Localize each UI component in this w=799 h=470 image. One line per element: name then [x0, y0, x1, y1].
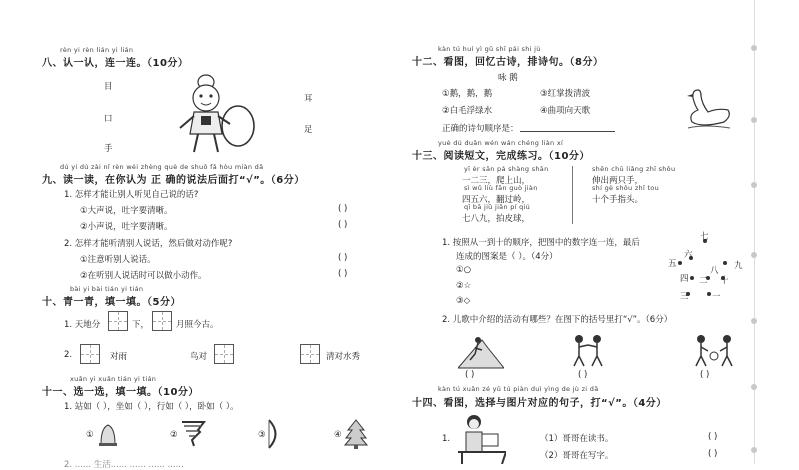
poem-line-2: ②白毛浮绿水 — [442, 106, 493, 116]
poem-line-4: ④曲项向天歌 — [540, 106, 591, 116]
scroll-marker — [751, 182, 757, 188]
opt-2: ② — [170, 430, 178, 440]
shape-opt-3: ③◇ — [456, 296, 471, 306]
answer-paren[interactable]: ( ) — [700, 370, 710, 380]
scroll-marker — [751, 45, 757, 51]
char-zu: 足 — [304, 125, 313, 135]
order-label: 正确的诗句顺序是： — [442, 124, 519, 134]
goose-illustration — [684, 84, 734, 130]
poem-pinyin: sì wǔ liù fān guò jiàn — [464, 184, 538, 192]
s12-pinyin: kàn tú huí yì gǔ shī pái shi jù — [438, 45, 541, 53]
poem-pinyin: yī èr sān pá shàng shān — [464, 165, 549, 173]
page-edge-rail — [754, 0, 755, 464]
s10-title: 十、青一青，填一填。（5分） — [42, 297, 181, 308]
s11-title: 十一、选一选，填一填。（10分） — [42, 387, 199, 398]
answer-paren[interactable]: ( ) — [465, 370, 475, 380]
puzzle-num: 三 — [680, 292, 689, 302]
s13-title: 十三、阅读短文，完成练习。（10分） — [412, 151, 590, 162]
s11-l2-partial: 2. ...... 生活...... ...... ...... ...... — [64, 460, 184, 470]
writing-box[interactable] — [300, 344, 320, 364]
opt-1: ① — [86, 430, 94, 440]
poem-line-1: ①鹅，鹅，鹅 — [442, 89, 493, 99]
cartoon-kid-with-hoop — [172, 68, 262, 158]
opt-3: ③ — [258, 430, 266, 440]
puzzle-num: 七 — [700, 232, 709, 242]
boy-reading-picture — [458, 412, 506, 464]
char-mu: 目 — [104, 82, 113, 92]
s9-title: 九、读一读，在你认为 正 确的说法后面打“√”。（6分） — [42, 175, 305, 186]
pine-tree-icon — [344, 418, 368, 450]
bell-icon — [97, 420, 119, 448]
s9-q2: 2. 怎样才能听清别人说话，然后做对动作呢? — [64, 239, 233, 249]
scroll-marker — [751, 252, 757, 258]
s10-l1b: 下， — [132, 320, 150, 330]
s14-title: 十四、看图，选择与图片对应的句子，打“√”。（4分） — [412, 398, 667, 409]
s14-num: 1. — [442, 434, 451, 444]
puzzle-num: 八 — [710, 266, 719, 276]
s9-q2-opt2: ②在听别人说话时可以做小动作。 — [80, 271, 207, 281]
poem-left-line: 四五六，翻过岭， — [462, 195, 531, 205]
s13-q1a: 1. 按照从一到十的顺序，把图中的数字连一连，最后 — [442, 238, 640, 248]
writing-box[interactable] — [214, 344, 234, 364]
s10-l1a: 1. 天地分 — [64, 320, 101, 330]
char-er: 耳 — [304, 94, 313, 104]
s10-l2d: 清对水秀 — [326, 352, 361, 362]
s14-opt2: （2）哥哥在写字。 — [540, 451, 614, 461]
poem-pinyin: shí gè shǒu zhǐ tou — [592, 184, 659, 192]
writing-box[interactable] — [80, 344, 100, 364]
puzzle-num: 二 — [699, 276, 708, 286]
s11-pinyin: xuǎn yi xuǎn tián yi tián — [70, 375, 157, 383]
answer-paren[interactable]: ( ) — [708, 432, 718, 442]
s13-pinyin: yuè dú duǎn wén wán chéng liàn xí — [438, 139, 564, 147]
shape-opt-1: ①○ — [456, 265, 472, 275]
scroll-marker — [751, 318, 757, 324]
puzzle-num: 九 — [734, 261, 743, 271]
s10-pinyin: bài yi bài tián yi tián — [70, 285, 144, 293]
s9-q1: 1. 怎样才能让别人听见自己说的话? — [64, 190, 199, 200]
shape-opt-2: ②☆ — [456, 281, 472, 291]
scroll-marker — [751, 447, 757, 453]
s10-l2a: 2. — [64, 350, 73, 360]
scroll-marker — [751, 384, 757, 390]
poem-right-line: 伸出两只手， — [592, 176, 644, 186]
s13-q2: 2. 儿歌中介绍的活动有哪些？在图下的括号里打“√”。（6分） — [442, 315, 673, 325]
s14-opt1: （1）哥哥在读书。 — [540, 434, 614, 444]
writing-box[interactable] — [152, 311, 172, 331]
opt-4: ④ — [334, 430, 342, 440]
puzzle-num: 四 — [680, 274, 689, 284]
puzzle-num: 十 — [720, 276, 729, 286]
poem-line-3: ③红掌拨清波 — [540, 89, 591, 99]
poem-left-line: 七八九，拍皮球， — [462, 214, 531, 224]
scroll-marker — [751, 117, 757, 123]
kids-clapping-picture — [570, 332, 606, 368]
writing-box[interactable] — [108, 311, 128, 331]
poem-divider — [572, 166, 573, 224]
s10-l2c: 鸟对 — [190, 352, 208, 362]
s8-title: 八、认一认，连一连。（10分） — [42, 58, 189, 69]
s14-pinyin: kàn tú xuǎn zé yǔ tú piàn duì yìng de jù zi dǎ — [438, 385, 599, 393]
poem-pinyin: shēn chū liǎng zhī shǒu — [592, 165, 676, 173]
puzzle-num: 五 — [668, 259, 677, 269]
s12-title: 十二、看图，回忆古诗，排诗句。（8分） — [412, 57, 604, 68]
char-shou: 手 — [104, 144, 113, 154]
answer-paren[interactable]: ( ) — [338, 253, 348, 263]
s13-q1b: 连成的图案是（ ）。（4分） — [456, 252, 558, 262]
kids-ball-picture — [692, 332, 738, 368]
bow-icon — [266, 418, 284, 450]
answer-paren[interactable]: ( ) — [708, 449, 718, 459]
puzzle-num: 一 — [712, 292, 721, 302]
s10-l1c: 月照今古。 — [176, 320, 219, 330]
s9-q1-opt2: ②小声说，吐字要清晰。 — [80, 222, 173, 232]
s9-q1-opt1: ①大声说，吐字要清晰。 — [80, 206, 173, 216]
answer-paren[interactable]: ( ) — [338, 269, 348, 279]
poem-title: 咏 鹅 — [498, 73, 518, 83]
s8-pinyin: rèn yi rèn lián yi lián — [60, 46, 134, 54]
tornado-icon — [180, 418, 206, 448]
answer-paren[interactable]: ( ) — [578, 370, 588, 380]
order-answer-line[interactable] — [520, 131, 615, 132]
poem-left-line: 一二三，爬上山， — [462, 176, 531, 186]
mountain-climber-picture — [458, 330, 504, 370]
s10-l2b: 对雨 — [110, 352, 128, 362]
s11-l1: 1. 站如（ ），坐如（ ），行如（ ），卧如（ ）。 — [64, 402, 239, 412]
s9-pinyin: dú yi dú zài nǐ rèn wéi zhèng què de shuō fǎ hòu miàn dǎ — [60, 163, 264, 171]
poem-right-line: 十个手指头。 — [592, 195, 644, 205]
answer-paren[interactable]: ( ) — [338, 204, 348, 214]
s9-q2-opt1: ①注意听别人说话。 — [80, 255, 156, 265]
char-kou: 口 — [104, 114, 113, 124]
puzzle-num: 六 — [684, 250, 693, 260]
poem-pinyin: qī bā jiǔ jiǎn pí qiú — [464, 203, 531, 211]
answer-paren[interactable]: ( ) — [338, 220, 348, 230]
